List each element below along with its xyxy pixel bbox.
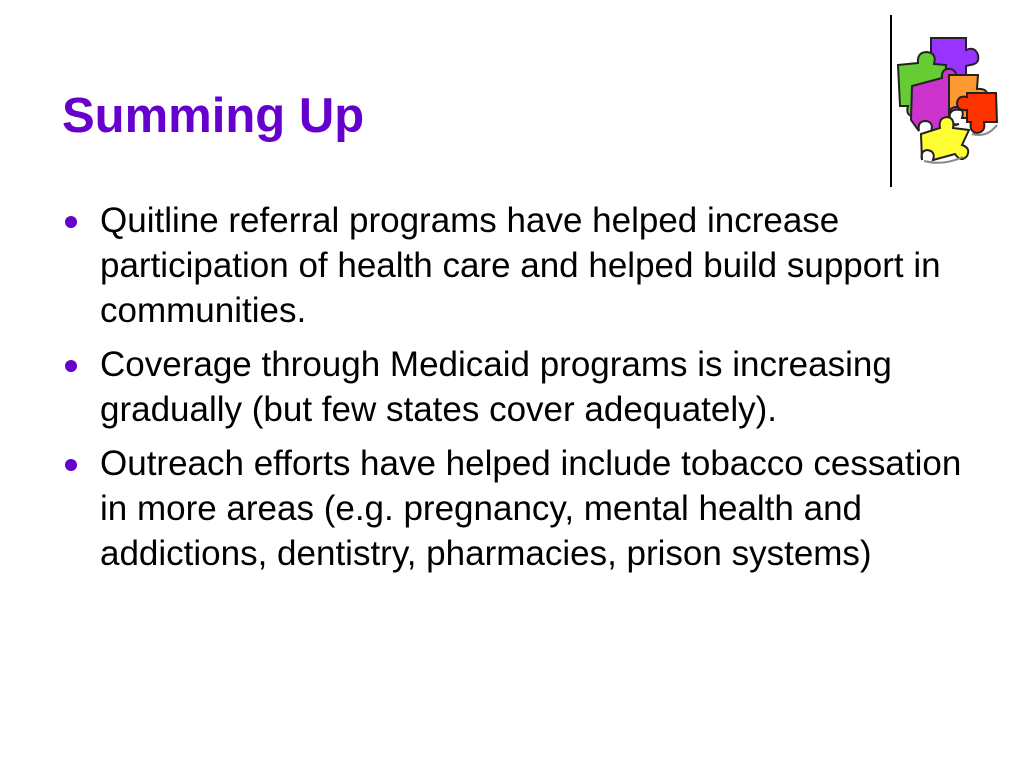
- bullet-list: [62, 198, 982, 585]
- bullet-text: Quitline referral programs have helped increase participation of health care and helped build support in communities.: [100, 201, 941, 330]
- vertical-divider: [890, 15, 892, 187]
- puzzle-piece-yellow: [921, 117, 969, 160]
- bullet-item: [62, 342, 982, 432]
- bullet-dot: [65, 216, 77, 228]
- bullet-item: [62, 198, 982, 333]
- bullet-text: Coverage through Medicaid programs is increasing gradually (but few states cover adequately).: [100, 345, 892, 429]
- bullet-text: Outreach efforts have helped include tobacco cessation in more areas (e.g. pregnancy, mental health and addictions, dentistry, pharmacies, prison systems): [100, 444, 962, 573]
- bullet-dot: [65, 459, 77, 471]
- slide-title: Summing Up: [62, 89, 365, 143]
- bullet-dot: [65, 360, 77, 372]
- bullet-item: [62, 441, 982, 576]
- puzzle-pieces-icon: [893, 30, 1003, 166]
